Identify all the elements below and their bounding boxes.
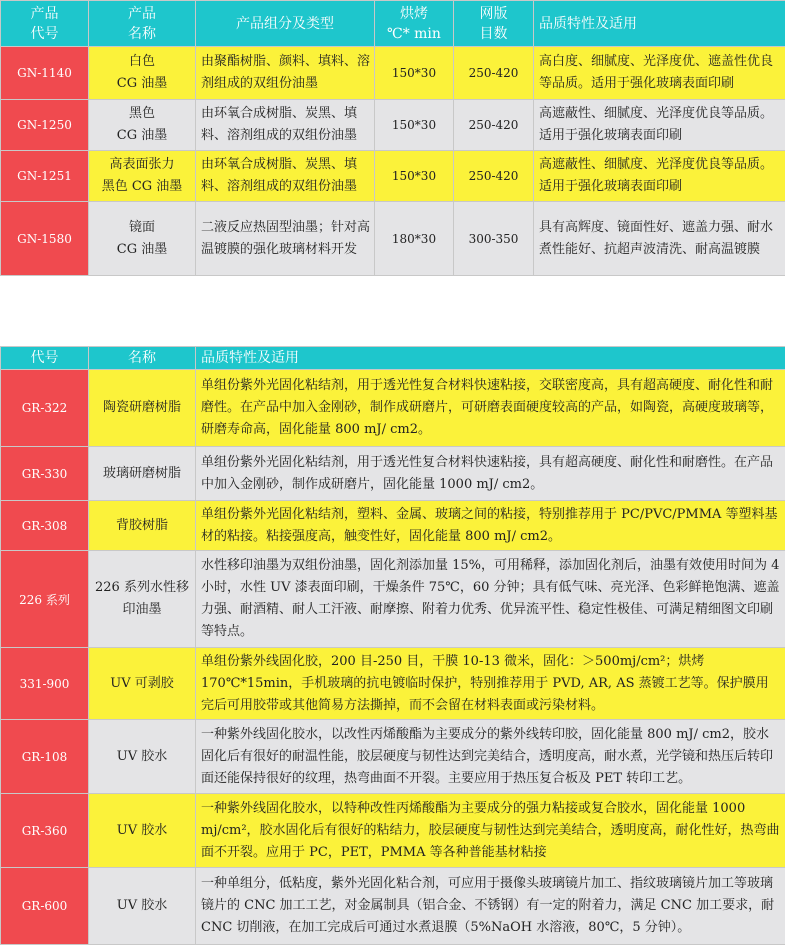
product-name — [89, 151, 196, 202]
table-header-row — [1, 347, 785, 370]
table-row — [1, 551, 785, 648]
header-mesh-line2: 目数 — [479, 25, 508, 42]
header-bake-line1: 烘烤 — [400, 5, 428, 22]
table-row — [1, 501, 785, 551]
mesh-value: 250-420 — [454, 151, 534, 202]
product-feature: 单组份紫外线固化胶，200 目-250 目，干膜 10-13 微米，固化：＞500mj/cm²；烘烤 170℃*15min，手机玻璃的抗电镀临时保护，特别推荐用于 PVD, AR, AS 蒸镀工艺等。保护膜用完后可用胶带或其他简易方法撕掉，而不会留在材料表面或污染材料。 — [196, 648, 785, 720]
mesh-value: 250-420 — [454, 47, 534, 100]
header-name-line2: 名称 — [128, 25, 156, 42]
product-name: UV 可剥胶 — [89, 648, 196, 720]
product-code: GR-360 — [1, 794, 89, 868]
product-name — [89, 202, 196, 276]
table-row — [1, 720, 785, 794]
table-row — [1, 868, 785, 945]
table-row — [1, 648, 785, 720]
bake-value: 150*30 — [375, 47, 454, 100]
product-code: GR-600 — [1, 868, 89, 945]
product-feature: 一种紫外线固化胶水，以特种改性丙烯酸酯为主要成分的强力粘接或复合胶水，固化能量 1000 mj/cm²，胶水固化后有很好的粘结力，胶层硬度与韧性达到完美结合，透明度高，耐化性好，热弯曲面不开裂。应用于 PC，PET，PMMA 等各种普能基材粘接 — [196, 794, 785, 868]
product-name — [89, 47, 196, 100]
header-name: 名称 — [89, 347, 196, 370]
product-composition: 由环氧合成树脂、炭黑、填料、溶剂组成的双组份油墨 — [196, 100, 375, 151]
product-name: UV 胶水 — [89, 794, 196, 868]
product-name: UV 胶水 — [89, 720, 196, 794]
product-code: GN-1250 — [1, 100, 89, 151]
product-code: GR-308 — [1, 501, 89, 551]
product-feature: 一种单组分，低粘度，紫外光固化粘合剂，可应用于摄像头玻璃镜片加工、指纹玻璃镜片加工等玻璃镜片的 CNC 加工工艺，对金属制具（铝合金、不锈钢）有一定的附着力，满足 CNC 加工要求，耐 CNC 切削液，在加工完成后可通过水煮退膜（5%NaOH 水溶液，80℃，5 分钟）。 — [196, 868, 785, 945]
product-name-line1: 黑色 — [128, 106, 155, 121]
product-feature: 单组份紫外光固化粘结剂，用于透光性复合材料快速粘接，具有超高硬度、耐化性和耐磨性。在产品中加入金刚砂，制作成研磨片，固化能量 1000 mJ/ cm2。 — [196, 447, 785, 501]
product-code: 331-900 — [1, 648, 89, 720]
table-header-row — [1, 1, 785, 47]
table-row — [1, 100, 785, 151]
product-name-line2: CG 油墨 — [116, 241, 168, 257]
mesh-value: 250-420 — [454, 100, 534, 151]
table-row — [1, 151, 785, 202]
product-feature: 一种紫外线固化胶水，以改性丙烯酸酯为主要成分的紫外线转印胶，固化能量 800 mJ/ cm2，胶水固化后有很好的耐温性能，胶层硬度与韧性达到完美结合，透明度高，耐水煮，光学镜和热压后转印面还能保持很好的纹理，热弯曲面不开裂。主要应用于热压复合板及 PET 转印工艺。 — [196, 720, 785, 794]
product-feature: 单组份紫外光固化粘结剂，塑料、金属、玻璃之间的粘接，特别推荐用于 PC/PVC/PMMA 等塑料基材的粘接。粘接强度高，触变性好，固化能量 800 mJ/ cm2。 — [196, 501, 785, 551]
bake-value: 150*30 — [375, 100, 454, 151]
product-name — [89, 100, 196, 151]
table-row — [1, 794, 785, 868]
product-feature: 具有高辉度、镜面性好、遮盖力强、耐水煮性能好、抗超声波清洗、耐高温镀膜 — [534, 202, 785, 276]
table-row — [1, 202, 785, 276]
product-code: GN-1251 — [1, 151, 89, 202]
product-name: UV 胶水 — [89, 868, 196, 945]
table-row — [1, 47, 785, 100]
product-name: 背胶树脂 — [89, 501, 196, 551]
header-mesh — [454, 1, 534, 47]
header-bake-line2: ℃* min — [387, 25, 441, 42]
product-code: GN-1140 — [1, 47, 89, 100]
header-code — [1, 1, 89, 47]
header-bake — [375, 1, 454, 47]
product-table-resin — [0, 346, 785, 945]
product-feature: 高遮蔽性、细腻度、光泽度优良等品质。适用于强化玻璃表面印刷 — [534, 100, 785, 151]
table-row — [1, 447, 785, 501]
mesh-value: 300-350 — [454, 202, 534, 276]
product-name-line1: 镜面 — [128, 219, 155, 235]
product-code: GR-108 — [1, 720, 89, 794]
product-code: GR-330 — [1, 447, 89, 501]
product-composition: 二液反应热固型油墨；针对高温镀膜的强化玻璃材料开发 — [196, 202, 375, 276]
product-composition: 由聚酯树脂、颜料、填料、溶剂组成的双组份油墨 — [196, 47, 375, 100]
product-code: 226 系列 — [1, 551, 89, 648]
header-name-line1: 产品 — [128, 5, 156, 22]
product-name-line1: 高表面张力 — [109, 157, 175, 172]
product-name: 玻璃研磨树脂 — [89, 447, 196, 501]
bake-value: 150*30 — [375, 151, 454, 202]
product-feature: 单组份紫外光固化粘结剂，用于透光性复合材料快速粘接，交联密度高，具有超高硬度、耐化性和耐磨性。在产品中加入金刚砂，制作成研磨片，可研磨表面硬度较高的产品，如陶瓷，高硬度玻璃等，研磨寿命高，固化能量 800 mJ/ cm2。 — [196, 370, 785, 447]
product-name: 226 系列水性移印油墨 — [89, 551, 196, 648]
header-feature: 品质特性及适用 — [196, 347, 785, 370]
product-feature: 高白度、细腻度、光泽度优、遮盖性优良等品质。适用于强化玻璃表面印刷 — [534, 47, 785, 100]
header-name — [89, 1, 196, 47]
product-name-line2: CG 油墨 — [116, 128, 168, 143]
product-name: 陶瓷研磨树脂 — [89, 370, 196, 447]
product-feature: 高遮蔽性、细腻度、光泽度优良等品质。适用于强化玻璃表面印刷 — [534, 151, 785, 202]
product-table-ink — [0, 0, 785, 276]
product-name-line2: CG 油墨 — [116, 76, 168, 91]
product-code: GR-322 — [1, 370, 89, 447]
header-mesh-line1: 网版 — [479, 5, 508, 22]
bake-value: 180*30 — [375, 202, 454, 276]
product-feature: 水性移印油墨为双组份油墨，固化剂添加量 15%，可用稀释，添加固化剂后，油墨有效使用时间为 4小时，水性 UV 漆表面印刷，干燥条件 75℃，60 分钟；具有低气味、亮光泽、色彩鲜艳饱满、遮盖力强、耐酒精、耐人工汗液、耐摩擦、附着力优秀、优异流平性、稳定性极佳、可满足精细图文印刷等特点。 — [196, 551, 785, 648]
product-code: GN-1580 — [1, 202, 89, 276]
header-composition: 产品组分及类型 — [196, 1, 375, 47]
product-name-line1: 白色 — [128, 54, 155, 69]
product-name-line2: 黑色 CG 油墨 — [101, 179, 183, 194]
product-composition: 由环氧合成树脂、炭黑、填料、溶剂组成的双组份油墨 — [196, 151, 375, 202]
header-code-line1: 产品 — [30, 5, 59, 22]
header-code: 代号 — [1, 347, 89, 370]
header-feature: 品质特性及适用 — [534, 1, 785, 47]
header-code-line2: 代号 — [30, 25, 59, 42]
table-row — [1, 370, 785, 447]
